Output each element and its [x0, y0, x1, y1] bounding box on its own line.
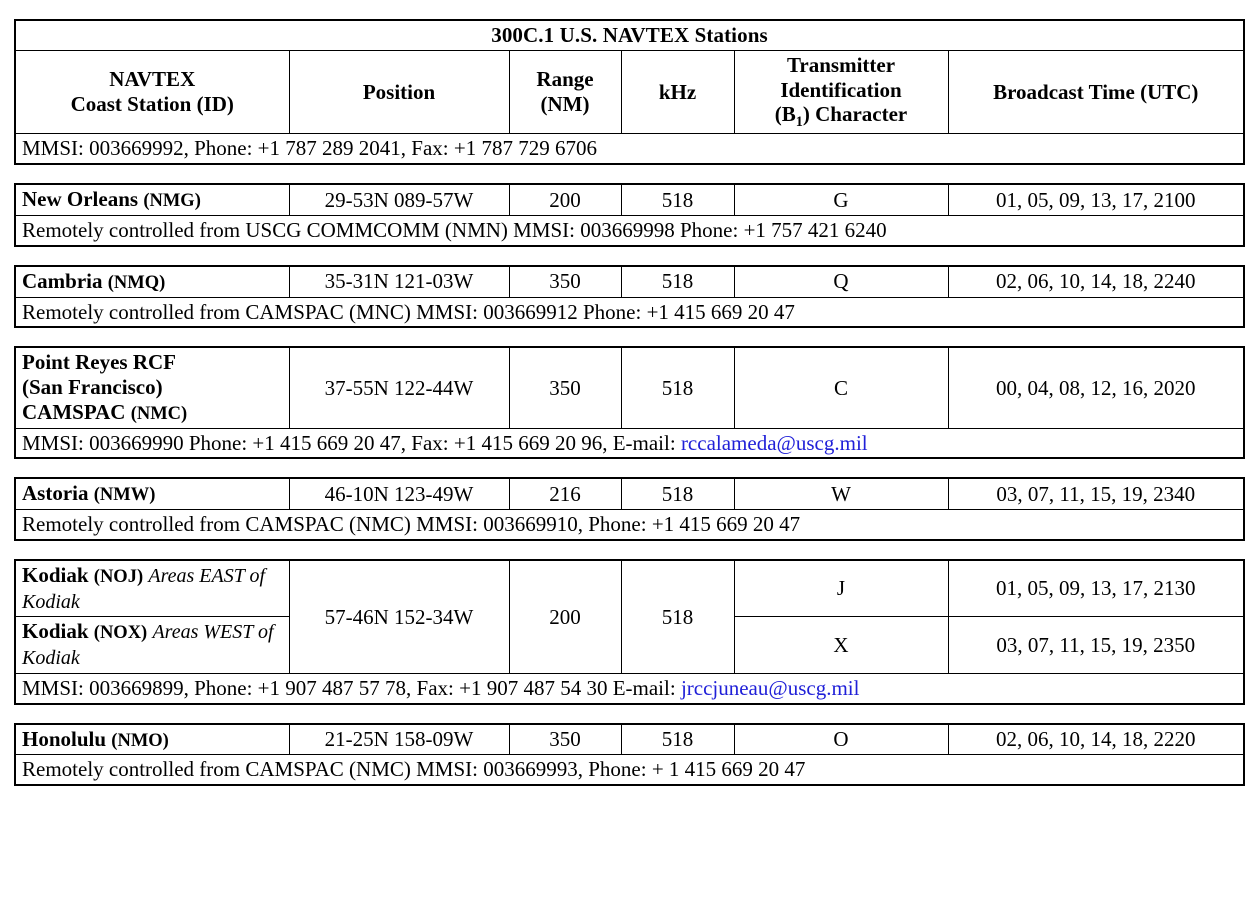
block-spacer: [14, 328, 1243, 346]
column-header-station: [15, 50, 289, 134]
station-block-kodiak: [14, 559, 1245, 705]
station-broadcast-time: 02, 06, 10, 14, 18, 2240: [948, 266, 1244, 297]
navtex-stations-table-wrapper: [14, 19, 1243, 786]
table-title-row: [15, 20, 1244, 50]
station-note-row: [15, 428, 1244, 458]
station-note: Remotely controlled from CAMSPAC (MNC) MMSI: 003669912 Phone: +1 415 669 20 47: [15, 297, 1244, 327]
station-name-line2: (San Francisco): [22, 375, 163, 400]
station-note-row: [15, 297, 1244, 327]
station-id: (NMW): [93, 485, 156, 506]
column-header-transmitter-line3: [774, 102, 908, 131]
station-transmitter-id: C: [734, 347, 948, 428]
station-range: 216: [509, 478, 621, 509]
table-row: [15, 347, 1244, 428]
station-transmitter-id: X: [734, 617, 948, 673]
column-header-position: Position: [289, 50, 509, 134]
table-row: [15, 724, 1244, 755]
station-name-cell: [15, 347, 289, 428]
station-range: 200: [509, 184, 621, 215]
station-position: 29-53N 089-57W: [289, 184, 509, 215]
column-header-station-line1: NAVTEX: [109, 67, 196, 92]
table-column-header-row: [15, 50, 1244, 134]
station-name: Cambria: [22, 268, 103, 293]
station-block-astoria: [14, 477, 1245, 541]
station-name-cell: [15, 184, 289, 215]
station-name: Honolulu: [22, 726, 107, 751]
station-id: (NMQ): [107, 272, 166, 293]
station-name-line1: Point Reyes RCF: [22, 350, 176, 375]
station-name-cell: [15, 617, 289, 673]
station-transmitter-id: O: [734, 724, 948, 755]
block-spacer: [14, 459, 1243, 477]
column-header-transmitter-line1: Transmitter: [786, 52, 896, 77]
station-position: 57-46N 152-34W: [289, 560, 509, 673]
station-range: 350: [509, 724, 621, 755]
station-broadcast-time: 03, 07, 11, 15, 19, 2350: [948, 617, 1244, 673]
header-note: MMSI: 003669992, Phone: +1 787 289 2041, Fax: +1 787 729 6706: [15, 134, 1244, 164]
station-khz: 518: [621, 724, 734, 755]
station-position: 46-10N 123-49W: [289, 478, 509, 509]
block-spacer: [14, 165, 1243, 183]
station-name-cell: [15, 560, 289, 617]
station-note-row: [15, 510, 1244, 540]
station-khz: 518: [621, 560, 734, 673]
station-name: New Orleans: [22, 187, 139, 212]
station-note-cell: [15, 428, 1244, 458]
station-note: Remotely controlled from USCG COMMCOMM (NMN) MMSI: 003669998 Phone: +1 757 421 6240: [15, 215, 1244, 245]
table-header-block: [14, 19, 1245, 165]
station-note: MMSI: 003669990 Phone: +1 415 669 20 47, Fax: +1 415 669 20 96, E-mail:: [22, 430, 681, 455]
station-area-note: Areas EAST of Kodiak: [22, 565, 266, 613]
header-note-row: [15, 134, 1244, 164]
station-id: (NMC): [130, 403, 188, 424]
station-id: (NOX): [93, 623, 148, 644]
transmitter-subscript: 1: [795, 114, 803, 131]
station-khz: 518: [621, 266, 734, 297]
table-row: [15, 560, 1244, 617]
block-spacer: [14, 247, 1243, 265]
table-row: [15, 478, 1244, 509]
station-note-cell: [15, 673, 1244, 703]
station-broadcast-time: 01, 05, 09, 13, 17, 2100: [948, 184, 1244, 215]
column-header-khz: kHz: [621, 50, 734, 134]
station-note-row: [15, 673, 1244, 703]
column-header-station-line2: Coast Station (ID): [70, 92, 234, 117]
station-range: 350: [509, 266, 621, 297]
station-email-link[interactable]: jrccjuneau@uscg.mil: [680, 675, 860, 700]
station-name-cell: [15, 724, 289, 755]
station-note: Remotely controlled from CAMSPAC (NMC) MMSI: 003669910, Phone: +1 415 669 20 47: [15, 510, 1244, 540]
column-header-transmitter: [734, 50, 948, 134]
station-khz: 518: [621, 478, 734, 509]
station-name: Kodiak: [22, 563, 89, 587]
station-broadcast-time: 01, 05, 09, 13, 17, 2130: [948, 560, 1244, 617]
station-note-row: [15, 755, 1244, 785]
column-header-transmitter-line2: Identification: [780, 77, 902, 102]
table-row: [15, 266, 1244, 297]
station-name-line3: CAMSPAC: [22, 399, 126, 424]
station-position: 35-31N 121-03W: [289, 266, 509, 297]
station-name-cell: [15, 266, 289, 297]
station-khz: 518: [621, 347, 734, 428]
table-title: 300C.1 U.S. NAVTEX Stations: [15, 20, 1244, 50]
station-note: Remotely controlled from CAMSPAC (NMC) MMSI: 003669993, Phone: + 1 415 669 20 47: [15, 755, 1244, 785]
station-transmitter-id: G: [734, 184, 948, 215]
station-note: MMSI: 003669899, Phone: +1 907 487 57 78, Fax: +1 907 487 54 30 E-mail:: [22, 675, 681, 700]
station-area-note: Areas WEST of Kodiak: [22, 621, 274, 670]
station-block-honolulu: [14, 723, 1245, 787]
station-name: Astoria: [22, 481, 89, 506]
column-header-broadcast: Broadcast Time (UTC): [948, 50, 1244, 134]
block-spacer: [14, 705, 1243, 723]
block-spacer: [14, 541, 1243, 559]
station-khz: 518: [621, 184, 734, 215]
station-id: (NMG): [143, 191, 201, 212]
station-name-cell: [15, 478, 289, 509]
station-range: 350: [509, 347, 621, 428]
station-range: 200: [509, 560, 621, 673]
station-transmitter-id: J: [734, 560, 948, 617]
station-email-link[interactable]: rccalameda@uscg.mil: [680, 430, 868, 455]
column-header-range-line1: Range: [536, 67, 594, 92]
station-id: (NMO): [111, 730, 169, 751]
table-row: [15, 184, 1244, 215]
transmitter-b-close: ) Character: [802, 102, 908, 127]
station-broadcast-time: 00, 04, 08, 12, 16, 2020: [948, 347, 1244, 428]
station-position: 21-25N 158-09W: [289, 724, 509, 755]
station-name: Kodiak: [22, 619, 89, 644]
station-broadcast-time: 02, 06, 10, 14, 18, 2220: [948, 724, 1244, 755]
transmitter-b-open: (B: [774, 102, 796, 127]
station-transmitter-id: W: [734, 478, 948, 509]
station-transmitter-id: Q: [734, 266, 948, 297]
station-broadcast-time: 03, 07, 11, 15, 19, 2340: [948, 478, 1244, 509]
station-block-point-reyes: [14, 346, 1245, 459]
column-header-range-line2: (NM): [540, 92, 590, 117]
station-id: (NOJ): [93, 567, 144, 587]
station-block-new-orleans: [14, 183, 1245, 247]
column-header-range: [509, 50, 621, 134]
station-position: 37-55N 122-44W: [289, 347, 509, 428]
station-block-cambria: [14, 265, 1245, 329]
station-note-row: [15, 215, 1244, 245]
